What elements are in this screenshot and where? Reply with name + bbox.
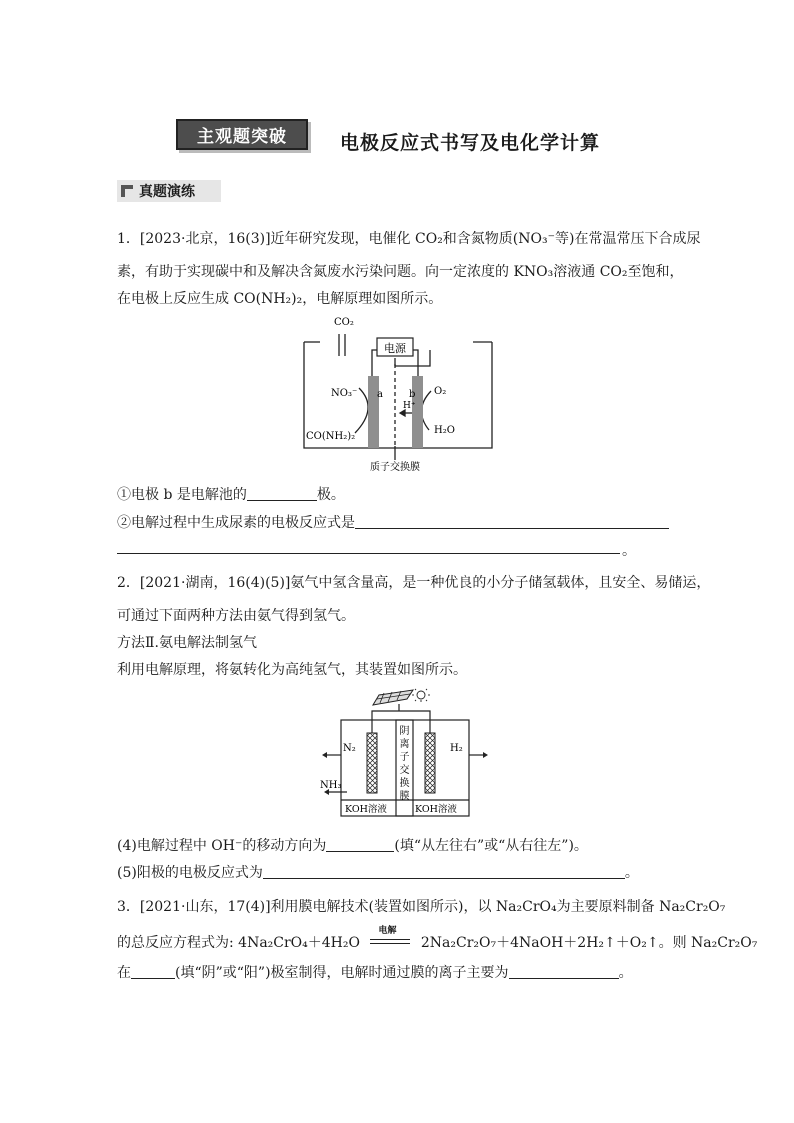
svg-text:阴: 阴 [399,726,410,737]
nitrate-label: NO₃⁻ [331,388,358,399]
urea-label: CO(NH₂)₂ [306,431,356,442]
section-marker-icon [121,185,133,197]
electrode-a-label: a [377,389,383,400]
section-heading [117,180,221,202]
koh-right-label: KOH溶液 [415,804,457,815]
q1-line1: 1．[2023·北京，16(3)]近年研究发现，电催化 CO₂和含氮物质(NO₃⁻等)在常温常压下合成尿 [117,231,701,247]
svg-text:离: 离 [399,739,410,750]
electrode-b-label: b [409,389,416,400]
q2-line2: 可通过下面两种方法由氨气得到氢气。 [117,608,355,624]
q2-ammonia-electrolysis-diagram [315,688,490,820]
svg-text:换: 换 [399,778,410,789]
topic-banner: 主观题突破 [176,119,308,150]
q2-line3: 方法Ⅱ.氨电解法制氢气 [117,635,257,651]
proton-membrane-label: 质子交换膜 [370,462,420,473]
q1-line3: 在电极上反应生成 CO(NH₂)₂，电解原理如图所示。 [117,291,443,307]
q2-sub4: (4)电解过程中 OH⁻的移动方向为 (填“从左往右”或“从右往左”)。 [117,838,588,854]
page-title: 电极反应式书写及电化学计算 [340,132,601,154]
q2-line1: 2．[2021·湖南，16(4)(5)]氨气中氢含量高，是一种优良的小分子储氢载体，且安全、易储运， [117,575,711,591]
q1-period: 。 [622,543,636,559]
q3-line1: 3．[2021·山东，17(4)]利用膜电解技术(装置如图所示)，以 Na₂CrO₄为主要原料制备 Na₂Cr₂O₇ [117,899,726,915]
water-label: H₂O [434,425,455,436]
q1-sub2: ②电解过程中生成尿素的电极反应式是 [117,512,669,532]
proton-label: H⁺ [403,401,416,411]
sun-icon [412,688,430,702]
section-label: 真题演练 [139,184,195,200]
q3-line3: 在 (填“阴”或“阳”)极室制得，电解时通过膜的离子主要为 。 [117,965,633,981]
q3-line2: 的总反应方程式为: 4Na₂CrO₄＋4H₂O 电解 2Na₂Cr₂O₇＋4NaOH＋2H₂↑＋O₂↑。则 Na₂Cr₂O₇ [117,926,758,951]
oxygen-label: O₂ [434,386,447,397]
q2-sub5: (5)阳极的电极反应式为 。 [117,865,639,881]
power-source-label: 电源 [384,342,406,355]
svg-text:膜: 膜 [399,791,410,802]
q1-electrolysis-diagram [295,308,495,474]
koh-left-label: KOH溶液 [345,804,387,815]
svg-text:交: 交 [399,765,410,776]
q1-line2: 素，有助于实现碳中和及解决含氮废水污染问题。向一定浓度的 KNO₃溶液通 CO₂至饱和， [117,264,684,280]
svg-text:子: 子 [399,752,410,763]
nh3-label: NH₃ [320,780,342,791]
electrolysis-condition-equals: 电解 [370,935,410,949]
q2-line4: 利用电解原理，将氨转化为高纯氢气，其装置如图所示。 [117,662,467,678]
n2-label: N₂ [343,743,356,754]
q1-answer-line [117,553,620,554]
h2-label: H₂ [450,743,463,754]
anion-membrane-label [400,725,410,802]
q1-sub1: ①电极 b 是电解池的 极。 [117,487,345,503]
co2-label: CO₂ [334,317,354,328]
solar-panel-icon [373,690,413,705]
